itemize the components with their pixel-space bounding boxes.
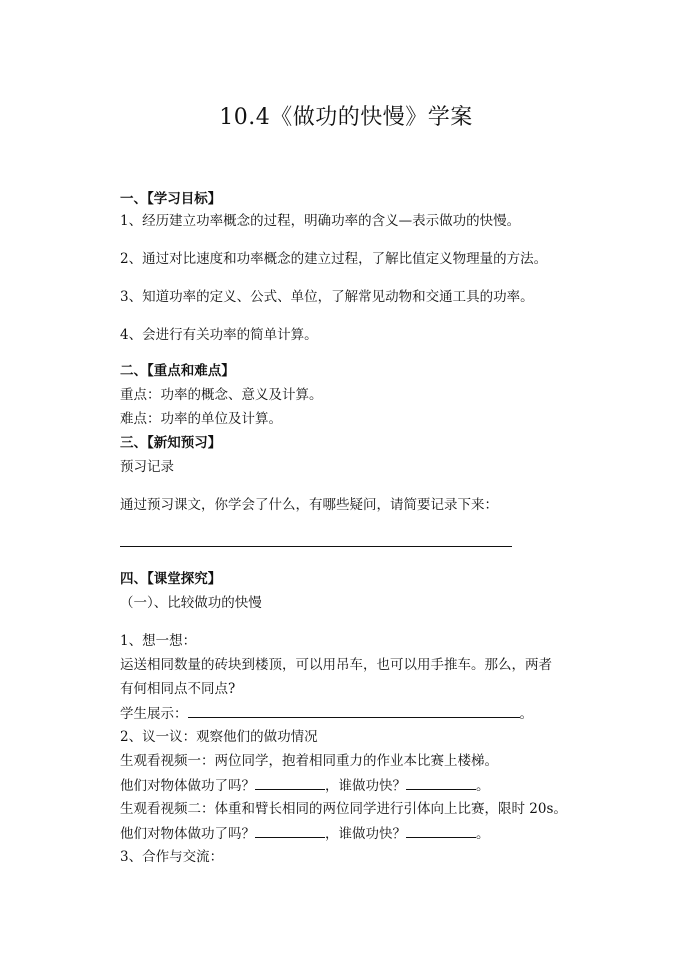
student-show-blank xyxy=(188,704,520,718)
end-mark: 。 xyxy=(476,778,490,794)
end-mark: 。 xyxy=(519,706,533,722)
key-point-text: 重点：功率的概念、意义及计算。 xyxy=(120,387,323,403)
section-heading-key-points: 二、【重点和难点】 xyxy=(120,363,235,379)
video-2-text: 生观看视频二：体重和臂长相同的两位同学进行引体向上比赛，限时 20s。 xyxy=(120,801,567,817)
section-heading-classroom-inquiry: 四、【课堂探究】 xyxy=(120,571,222,587)
did-work-blank xyxy=(255,776,325,790)
who-faster-question: ，谁做功快？ xyxy=(325,778,406,794)
question-3-title: 3、合作与交流： xyxy=(120,849,224,865)
question-2-title: 2、议一议：观察他们的做功情况 xyxy=(120,729,318,745)
answer-line xyxy=(120,546,512,547)
goal-item-1: 1、经历建立功率概念的过程，明确功率的含义—表示做功的快慢。 xyxy=(120,213,521,229)
question-1-text-line-1: 运送相同数量的砖块到楼顶，可以用吊车，也可以用手推车。那么，两者 xyxy=(120,657,552,673)
question-1-text-line-2: 有何相同点不同点? xyxy=(120,681,236,697)
did-work-blank xyxy=(255,824,325,838)
student-show-label: 学生展示： xyxy=(120,706,188,722)
section-heading-preview: 三、【新知预习】 xyxy=(120,435,222,451)
difficult-point-text: 难点：功率的单位及计算。 xyxy=(120,411,282,427)
end-mark: 。 xyxy=(476,826,490,842)
video-1-text: 生观看视频一：两位同学，抱着相同重力的作业本比赛上楼梯。 xyxy=(120,753,498,769)
who-faster-blank xyxy=(406,776,476,790)
who-faster-question: ，谁做功快？ xyxy=(325,826,406,842)
goal-item-4: 4、会进行有关功率的简单计算。 xyxy=(120,327,318,343)
student-show-row xyxy=(120,704,533,723)
preview-prompt: 通过预习课文，你学会了什么，有哪些疑问，请简要记录下来： xyxy=(120,497,498,513)
part-title-compare-work-speed: （一）、比较做功的快慢 xyxy=(120,595,262,611)
video-1-question-row xyxy=(120,776,490,795)
goal-item-2: 2、通过对比速度和功率概念的建立过程，了解比值定义物理量的方法。 xyxy=(120,251,548,267)
section-heading-learning-goals: 一、【学习目标】 xyxy=(120,191,222,207)
who-faster-blank xyxy=(406,824,476,838)
did-work-question: 他们对物体做功了吗？ xyxy=(120,826,255,842)
goal-item-3: 3、知道功率的定义、公式、单位，了解常见动物和交通工具的功率。 xyxy=(120,289,534,305)
page-title: 10.4《做功的快慢》学案 xyxy=(219,105,473,130)
did-work-question: 他们对物体做功了吗？ xyxy=(120,778,255,794)
video-2-question-row xyxy=(120,824,490,843)
question-1-title: 1、想一想： xyxy=(120,633,197,649)
preview-record-title: 预习记录 xyxy=(120,459,174,475)
